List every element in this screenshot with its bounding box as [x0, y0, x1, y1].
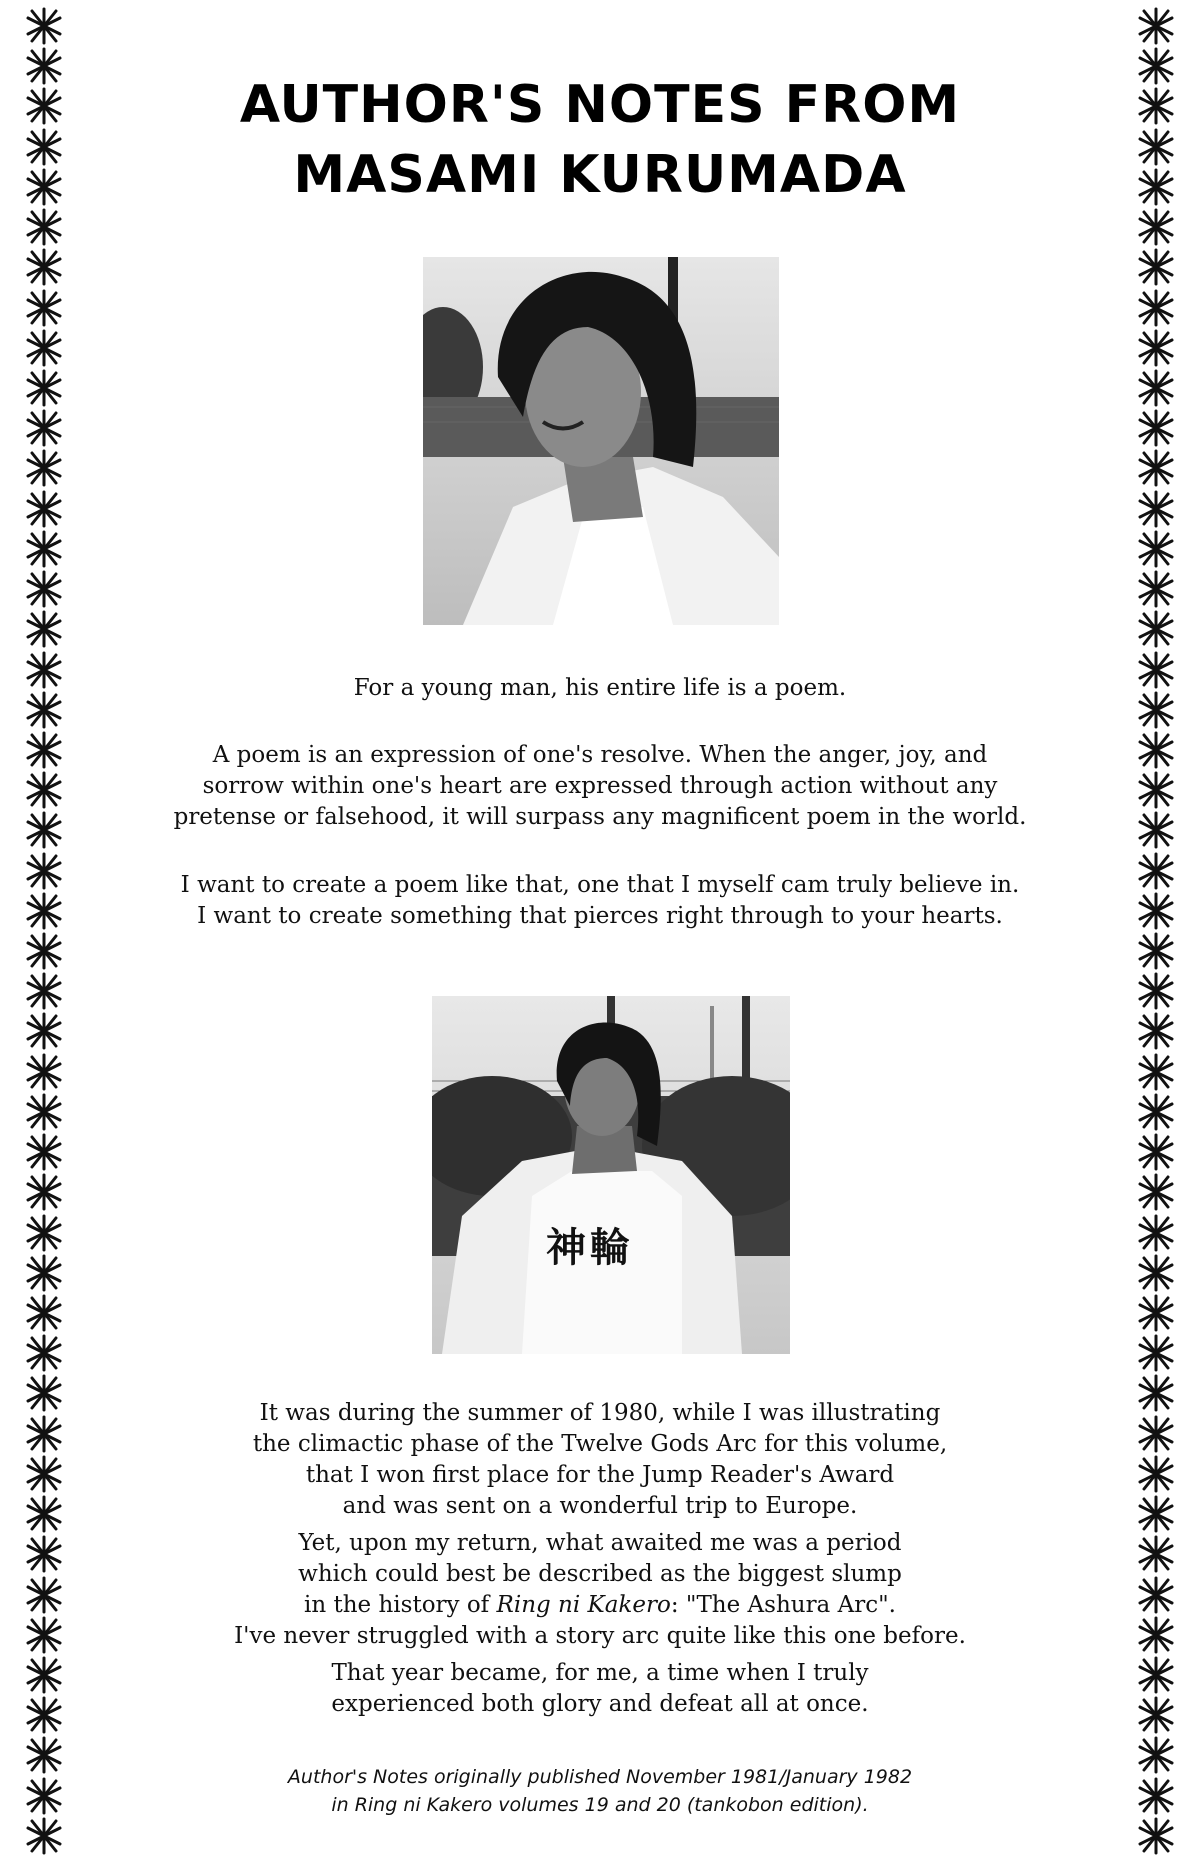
asterisk-star-icon: [1134, 1494, 1178, 1534]
asterisk-star-icon: [22, 6, 66, 46]
asterisk-star-icon: [22, 1454, 66, 1494]
asterisk-star-icon: [1134, 1575, 1178, 1615]
publication-credit: [120, 1763, 1080, 1819]
shirt-kanji: 神輪: [546, 1225, 634, 1271]
asterisk-star-icon: [22, 1534, 66, 1574]
asterisk-star-icon: [22, 247, 66, 287]
author-photo-2: [432, 996, 790, 1354]
author-portrait-smiling-image: [423, 257, 779, 625]
asterisk-star-icon: [1134, 1735, 1178, 1775]
author-portrait-standing-image: [432, 996, 790, 1354]
asterisk-star-icon: [1134, 730, 1178, 770]
asterisk-star-icon: [22, 1735, 66, 1775]
page-title: [0, 70, 1200, 210]
story-line-7: [120, 1590, 1080, 1621]
asterisk-star-icon: [1134, 1414, 1178, 1454]
asterisk-star-icon: [1134, 408, 1178, 448]
title-line-2: MASAMI KURUMADA: [293, 145, 907, 205]
asterisk-star-icon: [1134, 609, 1178, 649]
asterisk-star-icon: [22, 1615, 66, 1655]
asterisk-star-icon: [22, 569, 66, 609]
asterisk-star-icon: [1134, 810, 1178, 850]
author-photo-1: [423, 257, 779, 625]
story-line-8: I've never struggled with a story arc quite like this one before.: [234, 1623, 966, 1649]
asterisk-star-icon: [1134, 368, 1178, 408]
asterisk-star-icon: [22, 1172, 66, 1212]
title-line-1: AUTHOR'S NOTES FROM: [239, 75, 961, 135]
asterisk-star-icon: [22, 448, 66, 488]
asterisk-star-icon: [1134, 247, 1178, 287]
asterisk-star-icon: [1134, 1132, 1178, 1172]
asterisk-star-icon: [22, 851, 66, 891]
create-paragraph: [120, 870, 1080, 932]
asterisk-star-icon: [22, 971, 66, 1011]
asterisk-star-icon: [22, 328, 66, 368]
asterisk-star-icon: [22, 529, 66, 569]
asterisk-star-icon: [1134, 288, 1178, 328]
asterisk-star-icon: [1134, 529, 1178, 569]
asterisk-star-icon: [22, 931, 66, 971]
asterisk-star-icon: [22, 650, 66, 690]
story-line-1: It was during the summer of 1980, while I was illustrating: [259, 1400, 941, 1426]
asterisk-star-icon: [22, 207, 66, 247]
asterisk-star-icon: [22, 288, 66, 328]
credit-line-1: Author's Notes originally published November 1981/January 1982: [287, 1766, 913, 1788]
asterisk-star-icon: [22, 1695, 66, 1735]
intro-text: [120, 673, 1080, 704]
story-line-9: That year became, for me, a time when I truly: [331, 1660, 869, 1686]
asterisk-star-icon: [1134, 1333, 1178, 1373]
asterisk-star-icon: [22, 690, 66, 730]
asterisk-star-icon: [22, 1092, 66, 1132]
asterisk-star-icon: [1134, 1172, 1178, 1212]
credit-line-2: in Ring ni Kakero volumes 19 and 20 (tankobon edition).: [331, 1794, 869, 1816]
asterisk-star-icon: [1134, 6, 1178, 46]
asterisk-star-icon: [22, 1052, 66, 1092]
series-title-italic: Ring ni Kakero: [496, 1592, 671, 1618]
asterisk-star-icon: [22, 1132, 66, 1172]
poem-line-1: A poem is an expression of one's resolve. When the anger, joy, and: [212, 742, 988, 768]
asterisk-star-icon: [1134, 1816, 1178, 1856]
asterisk-star-icon: [22, 489, 66, 529]
asterisk-star-icon: [22, 1575, 66, 1615]
asterisk-star-icon: [22, 770, 66, 810]
story-line-5: Yet, upon my return, what awaited me was a period: [298, 1530, 902, 1556]
poem-paragraph: [120, 740, 1080, 833]
story-line-7-suffix: : "The Ashura Arc".: [670, 1592, 896, 1618]
story-line-6: which could best be described as the biggest slump: [298, 1561, 902, 1587]
asterisk-star-icon: [22, 891, 66, 931]
asterisk-star-icon: [1134, 1655, 1178, 1695]
intro-line: For a young man, his entire life is a poem.: [353, 675, 847, 701]
asterisk-star-icon: [1134, 851, 1178, 891]
create-line-2: I want to create something that pierces right through to your hearts.: [197, 903, 1003, 929]
asterisk-star-icon: [1134, 1373, 1178, 1413]
story-line-4: and was sent on a wonderful trip to Europe.: [342, 1493, 858, 1519]
right-star-border: [1126, 6, 1186, 1856]
asterisk-star-icon: [1134, 569, 1178, 609]
asterisk-star-icon: [1134, 1615, 1178, 1655]
asterisk-star-icon: [22, 1494, 66, 1534]
story-paragraph: [120, 1398, 1080, 1720]
asterisk-star-icon: [1134, 1011, 1178, 1051]
asterisk-star-icon: [1134, 1213, 1178, 1253]
asterisk-star-icon: [22, 730, 66, 770]
asterisk-star-icon: [22, 1333, 66, 1373]
asterisk-star-icon: [22, 408, 66, 448]
asterisk-star-icon: [1134, 1293, 1178, 1333]
asterisk-star-icon: [1134, 650, 1178, 690]
asterisk-star-icon: [22, 1373, 66, 1413]
asterisk-star-icon: [1134, 690, 1178, 730]
asterisk-star-icon: [1134, 891, 1178, 931]
asterisk-star-icon: [22, 1011, 66, 1051]
story-line-2: the climactic phase of the Twelve Gods Arc for this volume,: [252, 1431, 948, 1457]
poem-line-2: sorrow within one's heart are expressed through action without any: [202, 773, 998, 799]
asterisk-star-icon: [1134, 1534, 1178, 1574]
left-star-border: [14, 6, 74, 1856]
asterisk-star-icon: [1134, 971, 1178, 1011]
story-line-3: that I won first place for the Jump Reader's Award: [305, 1462, 895, 1488]
asterisk-star-icon: [22, 1414, 66, 1454]
story-line-10: experienced both glory and defeat all at once.: [331, 1691, 869, 1717]
asterisk-star-icon: [22, 368, 66, 408]
asterisk-star-icon: [1134, 448, 1178, 488]
asterisk-star-icon: [1134, 931, 1178, 971]
asterisk-star-icon: [22, 1293, 66, 1333]
asterisk-star-icon: [1134, 1253, 1178, 1293]
story-line-7-prefix: in the history of: [304, 1592, 497, 1618]
asterisk-star-icon: [22, 1655, 66, 1695]
asterisk-star-icon: [1134, 1052, 1178, 1092]
poem-line-3: pretense or falsehood, it will surpass any magnificent poem in the world.: [173, 804, 1027, 830]
asterisk-star-icon: [1134, 489, 1178, 529]
asterisk-star-icon: [1134, 1092, 1178, 1132]
asterisk-star-icon: [22, 1253, 66, 1293]
asterisk-star-icon: [22, 609, 66, 649]
asterisk-star-icon: [22, 1213, 66, 1253]
asterisk-star-icon: [22, 810, 66, 850]
asterisk-star-icon: [1134, 207, 1178, 247]
asterisk-star-icon: [22, 1776, 66, 1816]
asterisk-star-icon: [1134, 328, 1178, 368]
create-line-1: I want to create a poem like that, one that I myself cam truly believe in.: [180, 872, 1020, 898]
asterisk-star-icon: [1134, 770, 1178, 810]
asterisk-star-icon: [22, 1816, 66, 1856]
asterisk-star-icon: [1134, 1776, 1178, 1816]
asterisk-star-icon: [1134, 1454, 1178, 1494]
asterisk-star-icon: [1134, 1695, 1178, 1735]
